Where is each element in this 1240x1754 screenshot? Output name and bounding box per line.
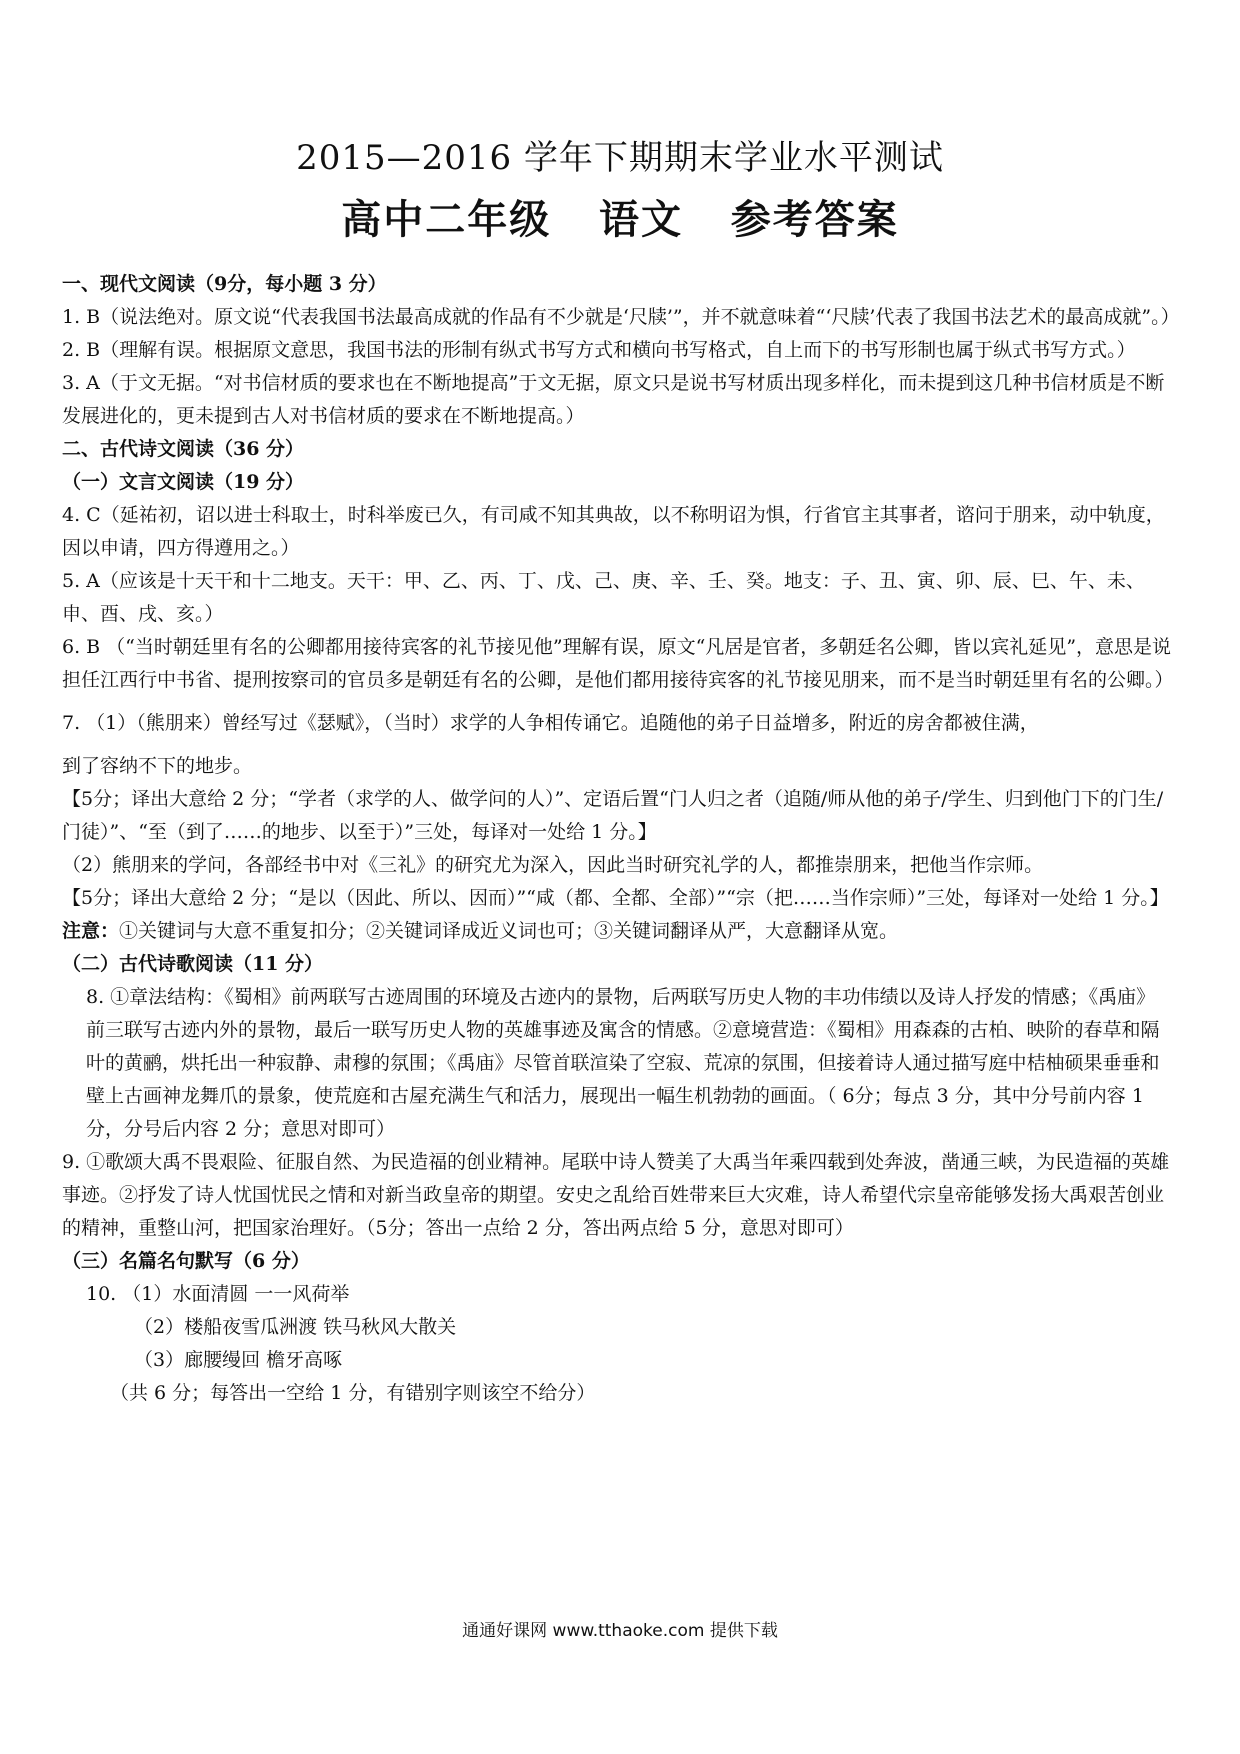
grading-note-label: 注意：: [62, 920, 120, 942]
answer-item-10-1: 10. （1）水面清圆 一一风荷举: [86, 1283, 350, 1305]
answer-item-7-part1-cont: 到了容纳不下的地步。: [62, 755, 253, 777]
footer-download-credit: 通通好课网 www.tthaoke.com 提供下载: [462, 1621, 778, 1641]
grading-note: [62, 915, 1172, 948]
answer-item-1: 1. B（说法绝对。原文说“代表我国书法最高成就的作品有不少就是‘尺牍’”，并不就意味着“‘尺牍’代表了我国书法艺术的最高成就”。）: [62, 306, 1180, 328]
page-subtitle: 高中二年级 语文 参考答案: [341, 196, 899, 243]
section-heading-modern-reading: 一、现代文阅读（9分，每小题 3 分）: [62, 273, 387, 295]
answer-content: [62, 268, 1180, 1410]
answer-item-9: 9. ①歌颂大禹不畏艰险、征服自然、为民造福的创业精神。尾联中诗人赞美了大禹当年乘四载到处奔波，凿通三峡，为民造福的英雄事迹。②抒发了诗人忧国忧民之情和对新当政皇帝的期望。安史之乱给百姓带来巨大灾难，诗人希望代宗皇帝能够发扬大禹艰苦创业的精神，重整山河，把国家治理好。（5分；答出一点给 2 分，答出两点给 5 分，意思对即可）: [62, 1151, 1170, 1239]
answer-item-7-part2: （2）熊朋来的学问，各部经书中对《三礼》的研究尤为深入，因此当时研究礼学的人，都推崇朋来，把他当作宗师。: [62, 854, 1044, 876]
subsection-heading-recitation: （三）名篇名句默写（6 分）: [62, 1250, 310, 1272]
answer-item-7-part1: 7. （1）（熊朋来）曾经写过《瑟赋》，（当时）求学的人争相传诵它。追随他的弟子日益增多，附近的房舍都被住满，: [62, 712, 1039, 734]
answer-item-2: 2. B（理解有误。根据原文意思，我国书法的形制有纵式书写方式和横向书写格式，自上而下的书写形制也属于纵式书写方式。）: [62, 339, 1136, 361]
answer-item-6: 6. B （“当时朝廷里有名的公卿都用接待宾客的礼节接见他”理解有误，原文“凡居是官者，多朝廷名公卿，皆以宾礼延见”，意思是说担任江西行中书省、提刑按察司的官员多是朝廷有名的公卿，是他们都用接待宾客的礼节接见朋来，而不是当时朝廷里有名的公卿。）: [62, 636, 1174, 691]
answer-item-3: 3. A（于文无据。“对书信材质的要求也在不断地提高”于文无据，原文只是说书写材质出现多样化，而未提到这几种书信材质是不断发展进化的，更未提到古人对书信材质的要求在不断地提高。）: [62, 372, 1165, 427]
answer-item-5: 5. A（应该是十天干和十二地支。天干：甲、乙、丙、丁、戊、己、庚、辛、壬、癸。地支：子、丑、寅、卯、辰、巳、午、未、申、酉、戌、亥。）: [62, 570, 1145, 625]
answer-item-7-part1-score: 【5分；译出大意给 2 分；“学者（求学的人、做学问的人）”、定语后置“门人归之者（追随/师从他的弟子/学生、归到他门下的门生/门徒）”、“至（到了……的地步、以至于）”三处，每译对一处给 1 分。】: [62, 788, 1164, 843]
subsection-heading-classical-prose: （一）文言文阅读（19 分）: [62, 471, 305, 493]
grading-note-text: ①关键词与大意不重复扣分；②关键词译成近义词也可；③关键词翻译从严，大意翻译从宽。: [119, 920, 899, 942]
answer-item-10-2: （2）楼船夜雪瓜洲渡 铁马秋风大散关: [134, 1316, 457, 1338]
answer-item-10-score: （共 6 分；每答出一空给 1 分，有错别字则该空不给分）: [110, 1382, 596, 1404]
subsection-heading-poetry: （二）古代诗歌阅读（11 分）: [62, 953, 324, 975]
answer-item-10-3: （3）廊腰缦回 檐牙高啄: [134, 1349, 343, 1371]
answer-item-7-part2-score: 【5分；译出大意给 2 分；“是以（因此、所以、因而）”“咸（都、全都、全部）”“宗（把……当作宗师）”三处，每译对一处给 1 分。】: [62, 887, 1169, 909]
answer-item-8: 8. ①章法结构：《蜀相》前两联写古迹周围的环境及古迹内的景物，后两联写历史人物的丰功伟绩以及诗人抒发的情感；《禹庙》前三联写古迹内外的景物，最后一联写历史人物的英雄事迹及寓含的情感。②意境营造：《蜀相》用森森的古柏、映阶的春草和隔叶的黄鹂，烘托出一种寂静、肃穆的氛围；《禹庙》尽管首联渲染了空寂、荒凉的氛围，但接着诗人通过描写庭中桔柚硕果垂垂和壁上古画神龙舞爪的景象，使荒庭和古屋充满生气和活力，展现出一幅生机勃勃的画面。（ 6分；每点 3 分，其中分号前内容 1 分，分号后内容 2 分；意思对即可）: [86, 986, 1160, 1140]
answer-item-4: 4. C（延祐初，诏以进士科取士，时科举废已久，有司咸不知其典故，以不称明诏为惧，行省官主其事者，谘问于朋来，动中轨度，因以申请，四方得遵用之。）: [62, 504, 1165, 559]
page-title: 2015—2016 学年下期期末学业水平测试: [296, 138, 944, 178]
section-heading-classical: 二、古代诗文阅读（36 分）: [62, 438, 305, 460]
